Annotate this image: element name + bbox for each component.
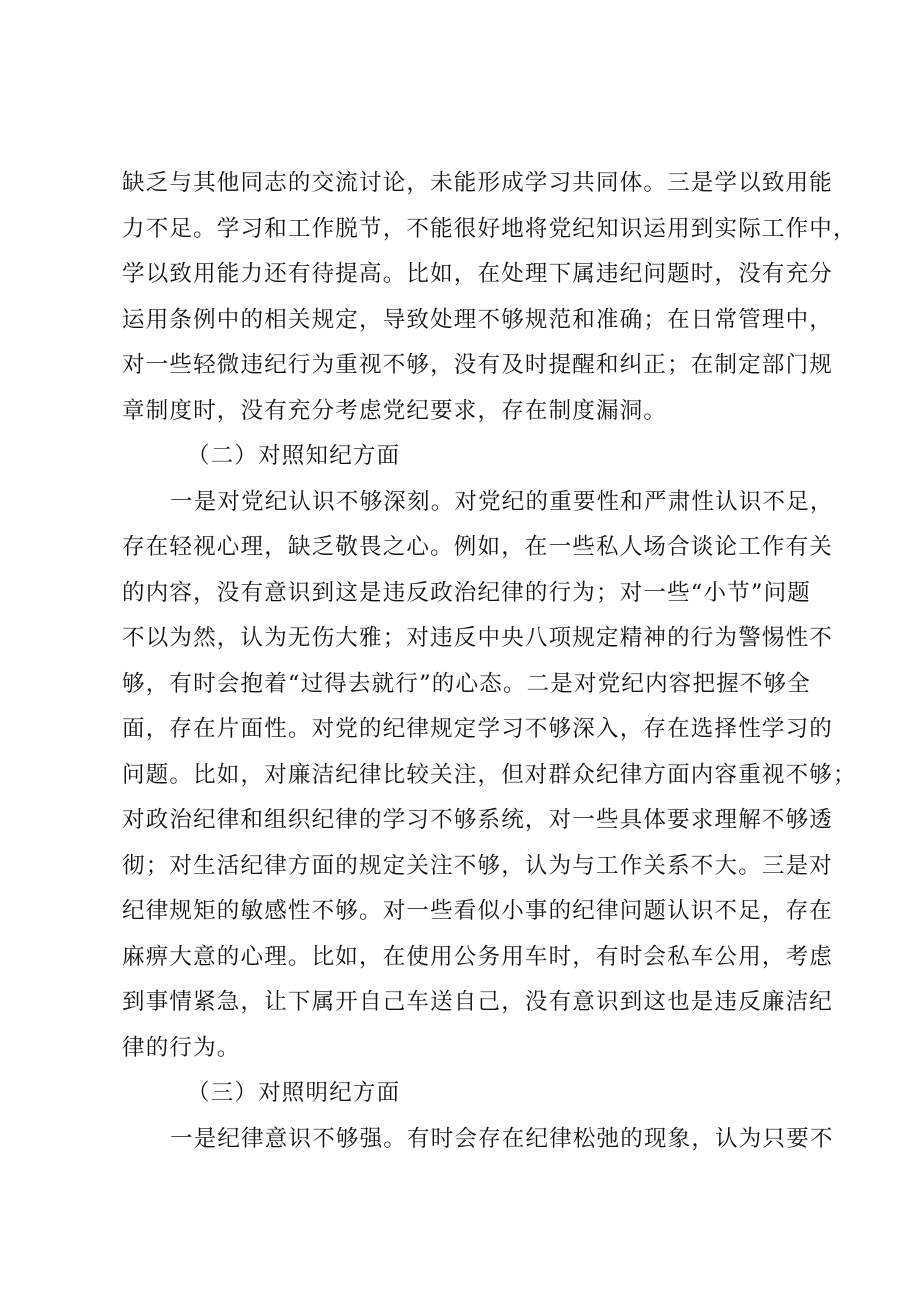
paragraph-line: 一是纪律意识不够强。有时会存在纪律松弛的现象，认为只要不 xyxy=(170,1125,834,1152)
paragraph-line: 缺乏与其他同志的交流讨论，未能形成学习共同体。三是学以致用能 xyxy=(122,170,834,196)
paragraph-line: 对一些轻微违纪行为重视不够，没有及时提醒和纠正；在制定部门规 xyxy=(122,352,834,378)
paragraph-line: 彻；对生活纪律方面的规定关注不够，认为与工作关系不大。三是对 xyxy=(122,852,834,879)
body-text xyxy=(122,161,857,1162)
paragraph-line: 律的行为。 xyxy=(122,1034,241,1061)
paragraph-line: 问题。比如，对廉洁纪律比较关注，但对群众纪律方面内容重视不够； xyxy=(122,761,857,788)
paragraph-line: 够，有时会抱着“过得去就行”的心态。二是对党纪内容把握不够全 xyxy=(122,670,812,697)
paragraph-line: 面，存在片面性。对党的纪律规定学习不够深入，存在选择性学习的 xyxy=(122,716,834,742)
section-heading: （二）对照知纪方面 xyxy=(187,443,401,469)
paragraph-line: 学以致用能力还有待提高。比如，在处理下属违纪问题时，没有充分 xyxy=(122,261,834,287)
paragraph-line: 一是对党纪认识不够深刻。对党纪的重要性和严肃性认识不足， xyxy=(170,488,834,515)
section-heading: （三）对照明纪方面 xyxy=(187,1080,401,1106)
paragraph-line: 麻痹大意的心理。比如，在使用公务用车时，有时会私车公用，考虑 xyxy=(122,943,834,970)
paragraph-line: 存在轻视心理，缺乏敬畏之心。例如，在一些私人场合谈论工作有关 xyxy=(122,534,834,560)
paragraph-line: 对政治纪律和组织纪律的学习不够系统，对一些具体要求理解不够透 xyxy=(122,807,834,833)
paragraph-line: 不以为然，认为无伤大雅；对违反中央八项规定精神的行为警惕性不 xyxy=(122,625,834,651)
paragraph-line: 章制度时，没有充分考虑党纪要求，存在制度漏洞。 xyxy=(122,397,668,424)
paragraph-line: 力不足。学习和工作脱节，不能很好地将党纪知识运用到实际工作中， xyxy=(122,215,857,242)
paragraph-line: 运用条例中的相关规定，导致处理不够规范和准确；在日常管理中， xyxy=(122,306,834,333)
paragraph-line: 纪律规矩的敏感性不够。对一些看似小事的纪律问题认识不足，存在 xyxy=(122,898,834,924)
paragraph-line: 的内容，没有意识到这是违反政治纪律的行为；对一些“小节”问题 xyxy=(122,579,812,606)
paragraph-line: 到事情紧急，让下属开自己车送自己，没有意识到这也是违反廉洁纪 xyxy=(122,989,834,1015)
